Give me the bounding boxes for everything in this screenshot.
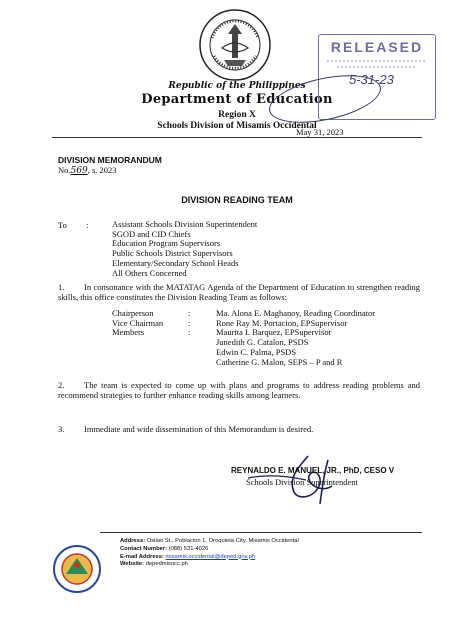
stamp-label: RELEASED: [330, 39, 424, 55]
contact-label: Contact Number:: [120, 545, 168, 552]
signatory-title: Schools Division Superintendent: [246, 477, 358, 487]
memo-title: DIVISION MEMORANDUM: [58, 155, 162, 165]
paragraph-text: Immediate and wide dissemination of this Memorandum is desired.: [84, 424, 314, 434]
team-member: Maurita I. Barquez, EPSupervisor: [216, 327, 332, 338]
email-link[interactable]: misamis.occidental@deped.gov.ph: [165, 553, 256, 560]
paragraph-text: The team is expected to come up with plans and programs to address reading problems and recommend strategies to further enhance reading skills among learners.: [58, 380, 420, 401]
team-colon: :: [188, 308, 191, 318]
recipient-item: Elementary/Secondary School Heads: [112, 257, 239, 268]
team-colon: :: [188, 317, 191, 328]
contact-value: (088) 531-4026: [168, 545, 209, 552]
website-value: depedmisocc.ph: [145, 561, 188, 568]
team-role: Vice Chairman: [112, 317, 164, 328]
to-colon: :: [86, 220, 89, 230]
republic-line: Republic of the Philippines: [168, 81, 306, 91]
paragraph-number: 2.: [58, 380, 65, 390]
recipient-item: Education Program Supervisors: [112, 238, 221, 249]
team-member: Rone Ray M. Portacion, EPSupervisor: [216, 317, 348, 328]
recipient-item: Public Schools District Supervisors: [112, 248, 233, 259]
address-value: Osilao St., Poblacion 1, Oroquieta City, Misamis Occidental: [146, 538, 299, 544]
recipient-list: [112, 220, 257, 278]
region-line: Region X: [218, 110, 256, 120]
paragraph-number: 1.: [58, 282, 65, 292]
paragraph-number: 3.: [58, 424, 65, 434]
stamp-lines: [327, 57, 427, 71]
team-names: [216, 309, 375, 367]
to-label: To: [58, 220, 67, 230]
team-member: Junedith G. Catalon, PSDS: [216, 337, 309, 348]
team-role: Chairperson: [112, 308, 154, 318]
footer-divider: [100, 532, 422, 533]
stamp-date: 5-31-23: [349, 72, 394, 87]
recipient-item: Assistant Schools Division Superintendent: [112, 219, 258, 229]
paragraph-text: In consonance with the MATATAG Agenda of the Department of Education to strengthen reading skills, this office constitutes the Division Reading Team as follows:: [58, 282, 420, 303]
memo-number: [58, 165, 117, 176]
memo-date: May 31, 2023: [296, 127, 344, 137]
team-member: Edwin C. Palma, PSDS: [216, 346, 297, 357]
recipient-item: SGOD and CID Chiefs: [112, 228, 191, 239]
department-name: Department of Education: [141, 92, 333, 107]
website-label: Website:: [120, 561, 145, 568]
signatory-name: REYNALDO E. MANUEL, JR., PhD, CESO V: [231, 466, 395, 475]
header-divider: [52, 137, 422, 138]
address-label: Address:: [120, 538, 146, 544]
team-roles: [112, 309, 163, 338]
team-colons: [188, 309, 190, 338]
memo-no-handwritten: 569: [70, 166, 88, 176]
team-role: Members: [112, 327, 145, 338]
team-colon: :: [188, 327, 191, 338]
memo-no-suffix: , s. 2023: [87, 165, 117, 175]
team-member: Ma. Alona E. Maghanoy, Reading Coordinator: [216, 308, 376, 318]
paragraph-1: [58, 282, 420, 302]
recipient-item: All Others Concerned: [112, 267, 187, 278]
footer-contact-info: [120, 538, 299, 569]
memo-subject: DIVISION READING TEAM: [181, 195, 293, 205]
memo-no-prefix: No.: [58, 165, 71, 175]
email-label: E-mail Address:: [120, 553, 164, 560]
deped-seal: [198, 8, 272, 82]
paragraph-3: [58, 424, 420, 434]
division-seal-logo: [52, 544, 102, 594]
team-member: Catherine G. Malon, SEPS – P and R: [216, 356, 343, 367]
division-line: Schools Division of Misamis Occidental: [157, 121, 317, 131]
paragraph-2: [58, 380, 420, 400]
